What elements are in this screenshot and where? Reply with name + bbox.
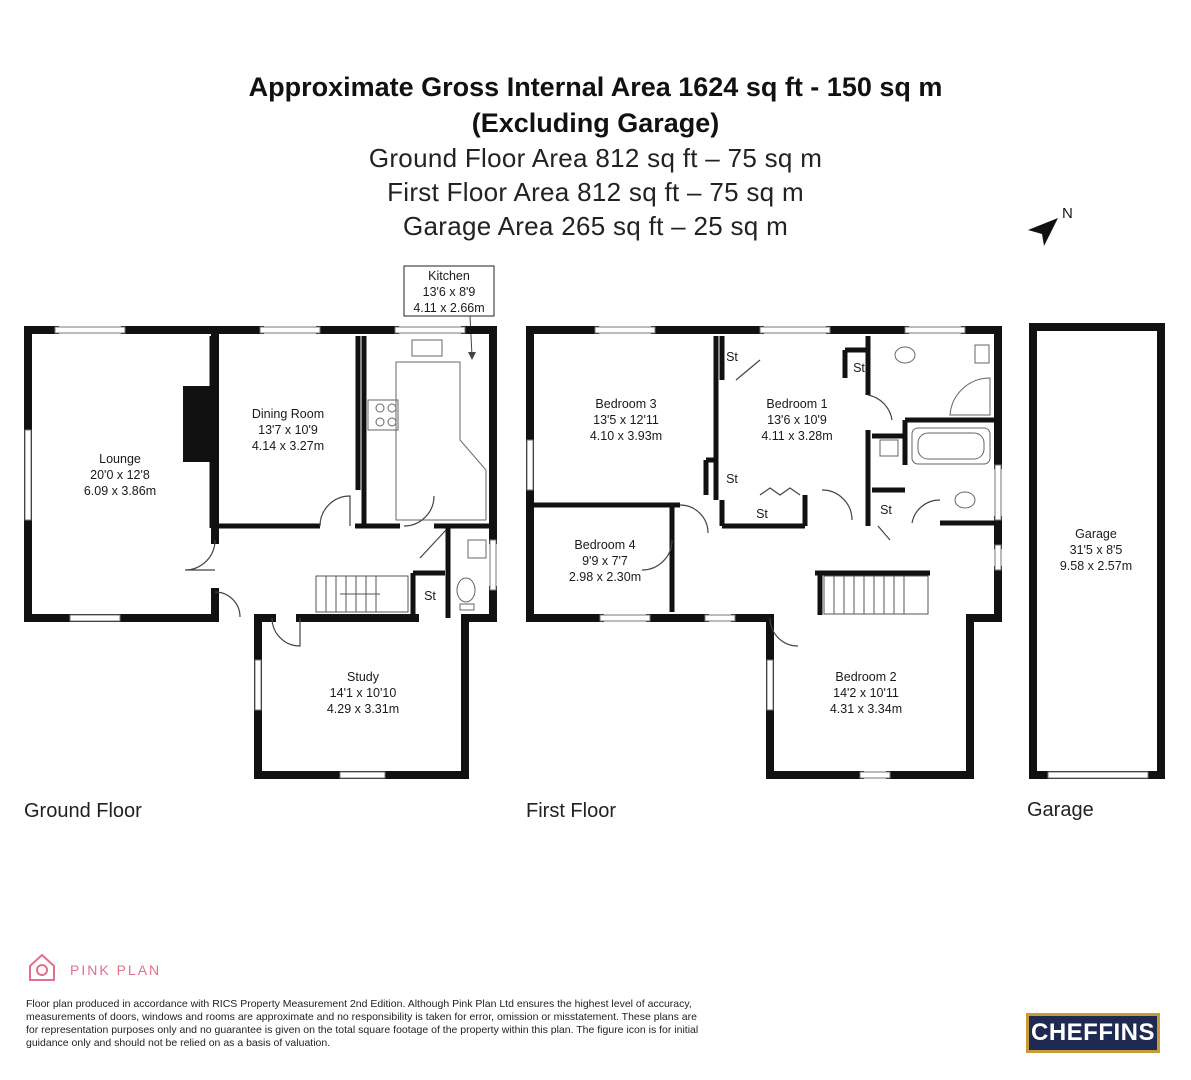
header-first-area: First Floor Area 812 sq ft – 75 sq m bbox=[387, 177, 804, 207]
ground-floor-label: Ground Floor bbox=[24, 800, 142, 822]
ground-floor-plan bbox=[25, 266, 496, 778]
study-imperial: 14'1 x 10'10 bbox=[329, 686, 397, 700]
study-metric: 4.29 x 3.31m bbox=[326, 702, 400, 716]
kitchen-name: Kitchen bbox=[428, 269, 470, 283]
garage-name: Garage bbox=[1075, 527, 1117, 541]
lounge-name: Lounge bbox=[99, 452, 141, 466]
bedroom3-imperial: 13'5 x 12'11 bbox=[593, 413, 659, 427]
bedroom1-metric: 4.11 x 3.28m bbox=[761, 429, 833, 443]
bedroom4-name: Bedroom 4 bbox=[574, 538, 636, 552]
pink-plan-brand: PINK PLAN bbox=[70, 962, 162, 978]
dining-name: Dining Room bbox=[251, 407, 325, 421]
first-floor-label: First Floor bbox=[526, 800, 616, 822]
first-store-label-2: St bbox=[853, 361, 865, 375]
bedroom1-imperial: 13'6 x 10'9 bbox=[767, 413, 827, 427]
bedroom3-name: Bedroom 3 bbox=[595, 397, 657, 411]
bedroom4-metric: 2.98 x 2.30m bbox=[568, 570, 642, 584]
garage-metric: 9.58 x 2.57m bbox=[1059, 559, 1133, 573]
first-store-label-4: St bbox=[756, 507, 768, 521]
bedroom2-imperial: 14'2 x 10'11 bbox=[833, 686, 899, 700]
lounge-metric: 6.09 x 3.86m bbox=[83, 484, 157, 498]
header-excluding-garage: (Excluding Garage) bbox=[471, 108, 720, 138]
first-store-label-1: St bbox=[726, 350, 738, 364]
header-garage-area: Garage Area 265 sq ft – 25 sq m bbox=[402, 211, 789, 241]
kitchen-metric: 4.11 x 2.66m bbox=[413, 301, 485, 315]
bedroom2-name: Bedroom 2 bbox=[835, 670, 897, 684]
header-gross-area: Approximate Gross Internal Area 1624 sq ft - 150 sq m bbox=[248, 72, 943, 102]
bedroom3-metric: 4.10 x 3.93m bbox=[589, 429, 663, 443]
compass-label: N bbox=[1062, 205, 1073, 222]
disclaimer-text: Floor plan produced in accordance with RICS Property Measurement 2nd Edition. Although Pink Plan Ltd ensures the highest level of accuracy, measurements of doors, windows and rooms are approximate and no responsibility is taken for error, omission or misstatement. These plans are for representation purposes only and no guarantee is given on the total square footage of the property within this plan. The figure icon is for initial guidance only and should not be relied on as a basis of valuation. bbox=[26, 998, 699, 1049]
dining-metric: 4.14 x 3.27m bbox=[251, 439, 325, 453]
first-floor-plan bbox=[527, 327, 1001, 778]
cheffins-logo: CHEFFINS bbox=[1026, 1013, 1160, 1053]
garage-floor-label: Garage bbox=[1027, 799, 1094, 821]
kitchen-imperial: 13'6 x 8'9 bbox=[422, 285, 476, 299]
bedroom4-imperial: 9'9 x 7'7 bbox=[582, 554, 628, 568]
ground-store-label: St bbox=[424, 589, 436, 603]
first-store-label-5: St bbox=[880, 503, 892, 517]
first-store-label-3: St bbox=[726, 472, 738, 486]
dining-imperial: 13'7 x 10'9 bbox=[258, 423, 318, 437]
study-name: Study bbox=[347, 670, 379, 684]
garage-imperial: 31'5 x 8'5 bbox=[1069, 543, 1123, 557]
north-arrow-icon bbox=[1028, 205, 1073, 246]
header-ground-area: Ground Floor Area 812 sq ft – 75 sq m bbox=[368, 143, 823, 173]
garage-plan bbox=[1033, 327, 1161, 778]
bedroom2-metric: 4.31 x 3.34m bbox=[829, 702, 903, 716]
lounge-imperial: 20'0 x 12'8 bbox=[90, 468, 150, 482]
bedroom1-name: Bedroom 1 bbox=[766, 397, 828, 411]
pink-plan-logo-icon bbox=[30, 955, 54, 980]
